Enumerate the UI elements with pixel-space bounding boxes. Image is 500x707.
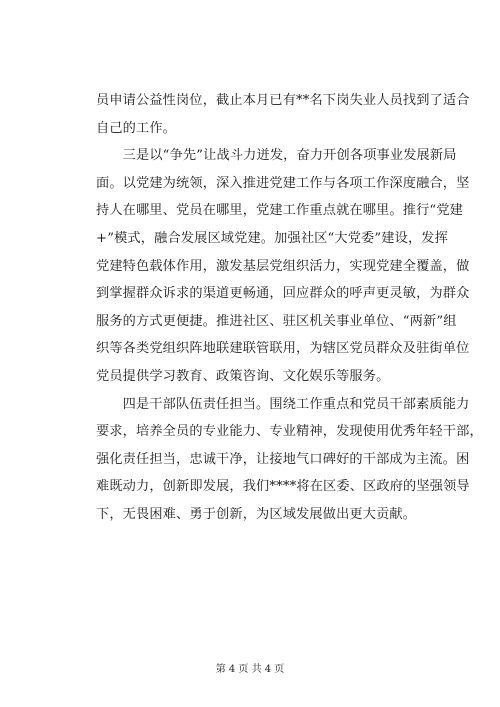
text-line: 难既动力，创新即发展，我们****将在区委、区政府的坚强领导	[96, 479, 470, 495]
text-line: 员申请公益性岗位，截止本月已有**名下岗失业人员找到了适合	[96, 93, 470, 108]
page-number-footer: 第 4 页 共 4 页	[215, 664, 285, 675]
text-line: 服务的方式更便捷。推进社区、驻区机关事业单位、“两新”组	[96, 313, 457, 329]
text-line: 面。以党建为统领，深入推进党建工作与各项工作深度融合，坚	[96, 175, 470, 191]
text-line: 党建特色载体作用，激发基层党组织活力，实现党建全覆盖，做	[96, 258, 470, 274]
text-line: 持人在哪里、党员在哪里，党建工作重点就在哪里。推行“党建	[96, 203, 464, 219]
text-line: 要求，培养全员的专业能力、专业精神，发现使用优秀年轻干部，	[96, 424, 483, 440]
text-line: 强化责任担当，忠诚干净，让接地气口碑好的干部成为主流。困	[96, 451, 470, 467]
text-line: +”模式，融合发展区域党建。加强社区“大党委”建设，发挥	[96, 230, 448, 246]
paragraph-start-line: 四是干部队伍责任担当。围绕工作重点和党员干部素质能力	[96, 396, 470, 412]
text-line: 织等各类党组织阵地联建联管联用，为辖区党员群众及驻街单位	[96, 341, 470, 357]
text-line: 自己的工作。	[96, 120, 177, 136]
paragraph-start-line: 三是以“争先”让战斗力迸发，奋力开创各项事业发展新局	[96, 148, 457, 164]
document-body	[96, 87, 483, 529]
text-line: 党员提供学习教育、政策咨询、文化娱乐等服务。	[96, 368, 390, 384]
text-line: 下，无畏困难、勇于创新，为区域发展做出更大贡献。	[96, 506, 417, 522]
text-line: 到掌握群众诉求的渠道更畅通，回应群众的呼声更灵敏，为群众	[96, 286, 470, 302]
